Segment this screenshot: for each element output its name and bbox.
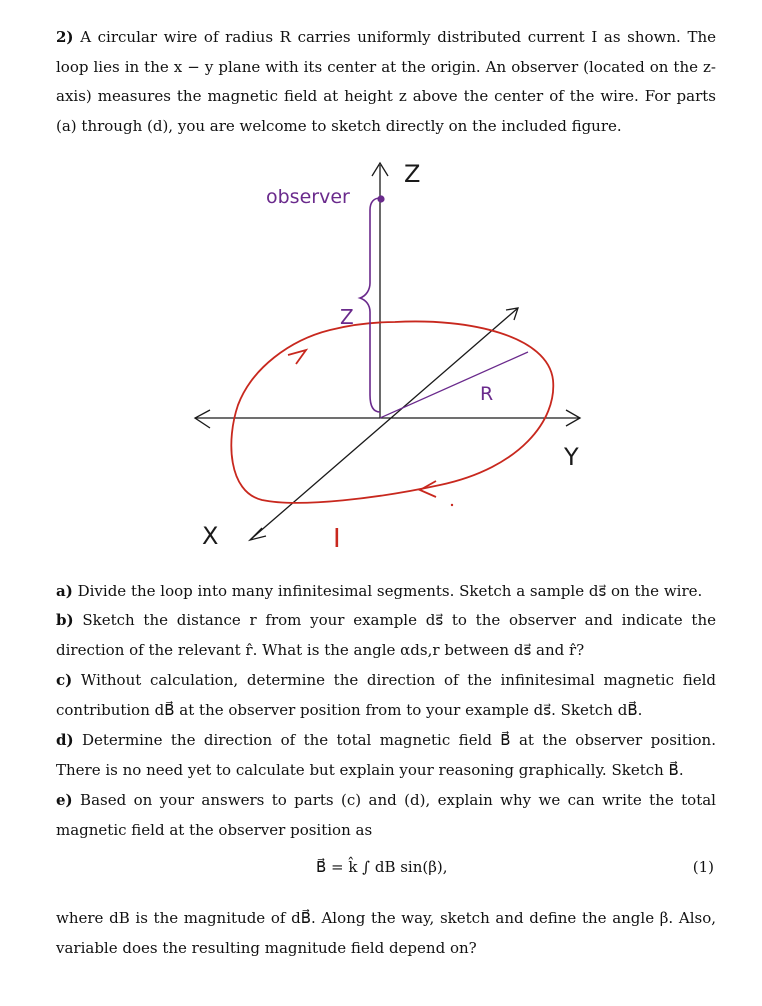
radius-label: R — [480, 383, 494, 405]
observer-point — [377, 195, 384, 202]
loop-arrow-bottom — [420, 481, 436, 497]
question-e-label: e) — [56, 791, 73, 809]
question-d-text: Determine the direction of the total magnetic field B⃗ at the observer position. There is no need yet to calculate but explain your reasoning graphically. Sketch B⃗. — [56, 731, 716, 779]
question-b — [56, 606, 716, 665]
question-a — [56, 577, 716, 607]
question-a-label: a) — [56, 582, 73, 600]
question-c-text: Without calculation, determine the direction of the infinitesimal magnetic field contribution dB⃗ at the observer position from to your example ds⃗. Sketch dB⃗. — [56, 671, 716, 719]
question-b-text: Sketch the distance r from your example ds⃗ to the observer and indicate the direction of the relevant r̂. What is the angle αds,r between ds⃗ and r̂? — [56, 611, 716, 659]
equation-expression: B⃗ = k̂ ∫ dB sin(β), — [316, 858, 448, 876]
question-d-label: d) — [56, 731, 74, 749]
height-brace-path — [360, 198, 380, 412]
question-a-text: Divide the loop into many infinitesimal segments. Sketch a sample ds⃗ on the wire. — [77, 582, 703, 600]
observer-label: observer — [266, 186, 350, 208]
equation-block — [0, 858, 762, 888]
problem-number: 2) — [56, 28, 74, 46]
after-equation-text: where dB is the magnitude of dB⃗. Along the way, sketch and define the angle β. Also, variable does the resulting magnitude field depend on? — [56, 909, 716, 957]
diagonal-axis-line — [250, 308, 518, 540]
equation-number: (1) — [692, 858, 714, 876]
x-axis-arrowhead — [250, 528, 266, 540]
z-axis-label: Z — [404, 160, 421, 188]
question-c — [56, 666, 716, 725]
x-axis-label: X — [202, 522, 219, 550]
current-label: I — [333, 524, 341, 554]
left-arrowhead — [195, 410, 210, 428]
y-axis-label: Y — [564, 443, 579, 471]
intro-text: A circular wire of radius R carries uniformly distributed current I as shown. The loop lies in the x − y plane with its center at the origin. An observer (located on the z-axis) measures the magnetic field at height z above the center of the wire. For parts (a) through (d), you are welcome to sketch directly on the included figure. — [56, 28, 716, 135]
height-brace — [360, 198, 380, 412]
question-c-label: c) — [56, 671, 73, 689]
question-d — [56, 726, 716, 785]
axes — [195, 163, 580, 540]
question-b-label: b) — [56, 611, 74, 629]
z-height-label: Z — [340, 305, 354, 329]
radius-line — [380, 352, 528, 418]
loop-dot — [451, 504, 453, 506]
question-e-text: Based on your answers to parts (c) and (d), explain why we can write the total magnetic field at the observer position as — [56, 791, 716, 839]
loop-arrow-top — [288, 350, 306, 364]
question-e — [56, 786, 716, 845]
